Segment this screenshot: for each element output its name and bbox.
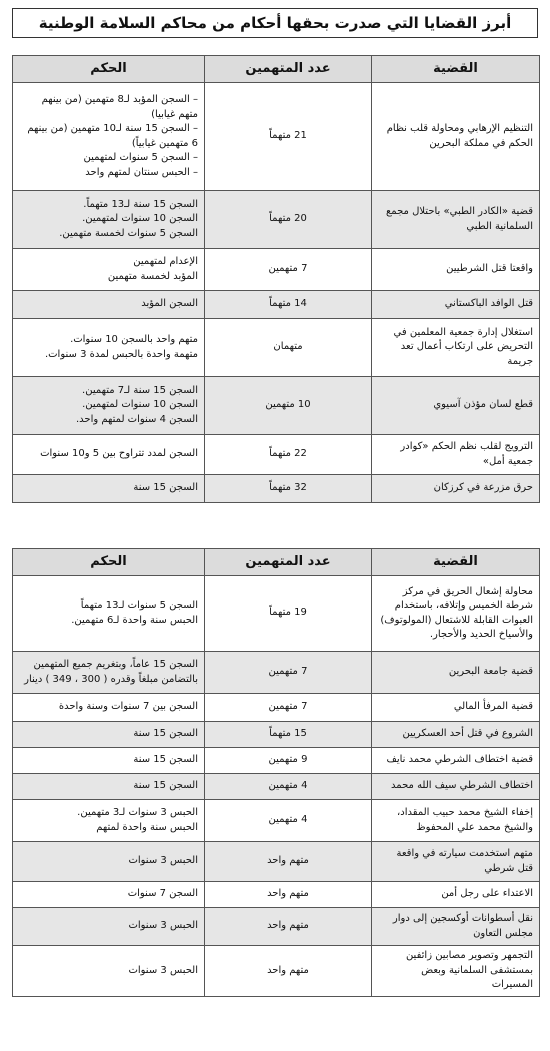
case-cell: التجمهر وتصوير مصابين زائفين بمستشفى السلمانية وبعض المسيرات [372,946,540,997]
count-cell: 19 متهماً [205,576,372,652]
header-count: عدد المتهمين [205,56,372,83]
verdict-cell [13,249,205,291]
verdict-cell [13,946,205,997]
table-row [13,435,540,475]
case-cell: الاعتداء على رجل أمن [372,882,540,908]
case-cell: قطع لسان مؤذن آسيوي [372,377,540,435]
verdicts-table-1 [12,55,540,503]
case-cell: إخفاء الشيخ محمد حبيب المقداد، والشيخ محمد علي المحفوظ [372,800,540,842]
case-cell: قضية جامعة البحرين [372,652,540,694]
verdict-line: – السجن 5 سنوات لمتهمين [83,152,198,163]
verdict-line: الحبس سنة واحدة لمتهم [96,821,198,833]
case-cell: قضية اختطاف الشرطي محمد نايف [372,748,540,774]
count-cell: 7 متهمين [205,249,372,291]
verdict-cell [13,576,205,652]
table-row [13,291,540,319]
table-row [13,882,540,908]
count-cell: 7 متهمين [205,694,372,722]
table-row [13,800,540,842]
verdict-line: السجن 15 سنة لـ7 متهمين. [82,384,198,396]
verdict-line: بالتضامن مبلغاً وقدره ( 300 ، 349 ) دينار [24,673,198,685]
count-cell: متهم واحد [205,946,372,997]
table-row [13,652,540,694]
case-cell: محاولة إشعال الحريق في مركز شرطة الخميس وإتلافه، باستخدام العبوات القابلة للاشتعال (المولوتوف) والأسياخ الحديد والأحجار. [372,576,540,652]
table-header-row [13,549,540,576]
verdict-line: – السجن المؤبد لـ8 متهمين (من بينهم متهم غيابيا) [41,94,198,120]
case-cell: الشروع في قتل أحد العسكريين [372,722,540,748]
verdict-cell [13,800,205,842]
case-cell: الترويج لقلب نظم الحكم «كوادر جمعية أمل» [372,435,540,475]
header-verdict: الحكم [13,56,205,83]
table-row [13,946,540,997]
header-verdict: الحكم [13,549,205,576]
case-cell: التنظيم الإرهابي ومحاولة قلب نظام الحكم في مملكة البحرين [372,83,540,191]
verdict-line: السجن 5 سنوات لـ13 متهماً [80,600,198,611]
table-row [13,576,540,652]
table-row [13,748,540,774]
count-cell: متهم واحد [205,842,372,882]
count-cell: 32 متهماً [205,475,372,503]
case-cell: نقل أسطوانات أوكسجين إلى دوار مجلس التعاون [372,908,540,946]
count-cell: متهم واحد [205,882,372,908]
verdict-line: الحبس 3 سنوات [128,920,198,932]
verdict-line: السجن 10 سنوات لمتهمين. [82,213,198,225]
verdict-line: السجن 15 سنة [133,482,198,494]
case-cell: استغلال إدارة جمعية المعلمين في التحريض على ارتكاب أعمال تعد جريمة [372,319,540,377]
verdict-line: الحبس 3 سنوات [128,964,198,976]
case-cell: قتل الوافد الباكستاني [372,291,540,319]
table-row [13,319,540,377]
table-row [13,191,540,249]
verdict-line: السجن 15 سنة [133,754,198,766]
verdict-line: المؤبد لخمسة متهمين [107,270,198,282]
table-row [13,722,540,748]
verdict-cell [13,694,205,722]
verdict-line: السجن لمدد تتراوح بين 5 و10 سنوات [40,448,198,460]
case-cell: متهم استخدمت سيارته في واقعة قتل شرطي [372,842,540,882]
verdict-line: السجن المؤبد [141,298,198,310]
verdict-line: الحبس 3 سنوات [128,855,198,867]
case-cell: حرق مزرعة في كرزكان [372,475,540,503]
verdict-line: – السجن 15 سنة لـ10 متهمين (من بينهم 6 متهمين غيابياً) [27,123,198,149]
verdict-cell [13,774,205,800]
verdict-cell [13,748,205,774]
case-cell: قضية المرفأ المالي [372,694,540,722]
table-row [13,475,540,503]
table-row [13,774,540,800]
verdict-line: متهم واحد بالسجن 10 سنوات. [70,334,198,345]
verdict-line: السجن 7 سنوات [127,888,198,900]
count-cell: 10 متهمين [205,377,372,435]
case-cell: واقعتا قتل الشرطيين [372,249,540,291]
verdict-line: السجن 15 عاماً، وبتغريم جميع المتهمين [33,659,198,670]
verdicts-table-2 [12,548,540,997]
verdict-line: السجن 15 سنة [133,780,198,792]
count-cell: 20 متهماً [205,191,372,249]
verdict-cell [13,83,205,191]
verdict-cell [13,475,205,503]
verdict-line: السجن 5 سنوات لخمسة متهمين. [59,227,198,239]
verdict-line: السجن 10 سنوات لمتهمين. [82,399,198,411]
table-row [13,694,540,722]
count-cell: 7 متهمين [205,652,372,694]
count-cell: 9 متهمين [205,748,372,774]
count-cell: 4 متهمين [205,800,372,842]
count-cell: 14 متهماً [205,291,372,319]
case-cell: قضية «الكادر الطبي» باحتلال مجمع السلمانية الطبي [372,191,540,249]
verdict-cell [13,652,205,694]
verdict-cell [13,291,205,319]
verdict-cell [13,842,205,882]
verdict-line: السجن 15 سنة لـ13 متهماً. [83,198,198,210]
verdict-cell [13,435,205,475]
verdict-cell [13,722,205,748]
table-row [13,377,540,435]
verdict-line: السجن بين 7 سنوات وسنة واحدة [58,701,198,713]
verdict-line: الإعدام لمتهمين [133,256,198,267]
verdict-line: السجن 4 سنوات لمتهم واحد. [76,413,198,425]
count-cell: متهمان [205,319,372,377]
count-cell: 15 متهماً [205,722,372,748]
verdict-line: – الحبس سنتان لمتهم واحد [85,166,198,178]
page-title: أبرز القضايا التي صدرت بحقها أحكام من محاكم السلامة الوطنية [12,8,538,38]
count-cell: 21 متهماً [205,83,372,191]
table-row [13,842,540,882]
header-count: عدد المتهمين [205,549,372,576]
verdict-cell [13,882,205,908]
table-row [13,908,540,946]
table-row [13,249,540,291]
verdict-cell [13,377,205,435]
verdict-cell [13,191,205,249]
verdict-line: متهمة واحدة بالحبس لمدة 3 سنوات. [44,348,198,360]
verdict-line: السجن 15 سنة [133,728,198,740]
case-cell: اختطاف الشرطي سيف الله محمد [372,774,540,800]
header-case: القضية [372,549,540,576]
verdict-line: الحبس سنة واحدة لـ6 متهمين. [71,614,198,626]
table-header-row [13,56,540,83]
count-cell: متهم واحد [205,908,372,946]
verdict-cell [13,908,205,946]
table-row [13,83,540,191]
verdict-line: الحبس 3 سنوات لـ3 متهمين. [77,807,198,818]
verdict-cell [13,319,205,377]
count-cell: 4 متهمين [205,774,372,800]
count-cell: 22 متهماً [205,435,372,475]
header-case: القضية [372,56,540,83]
